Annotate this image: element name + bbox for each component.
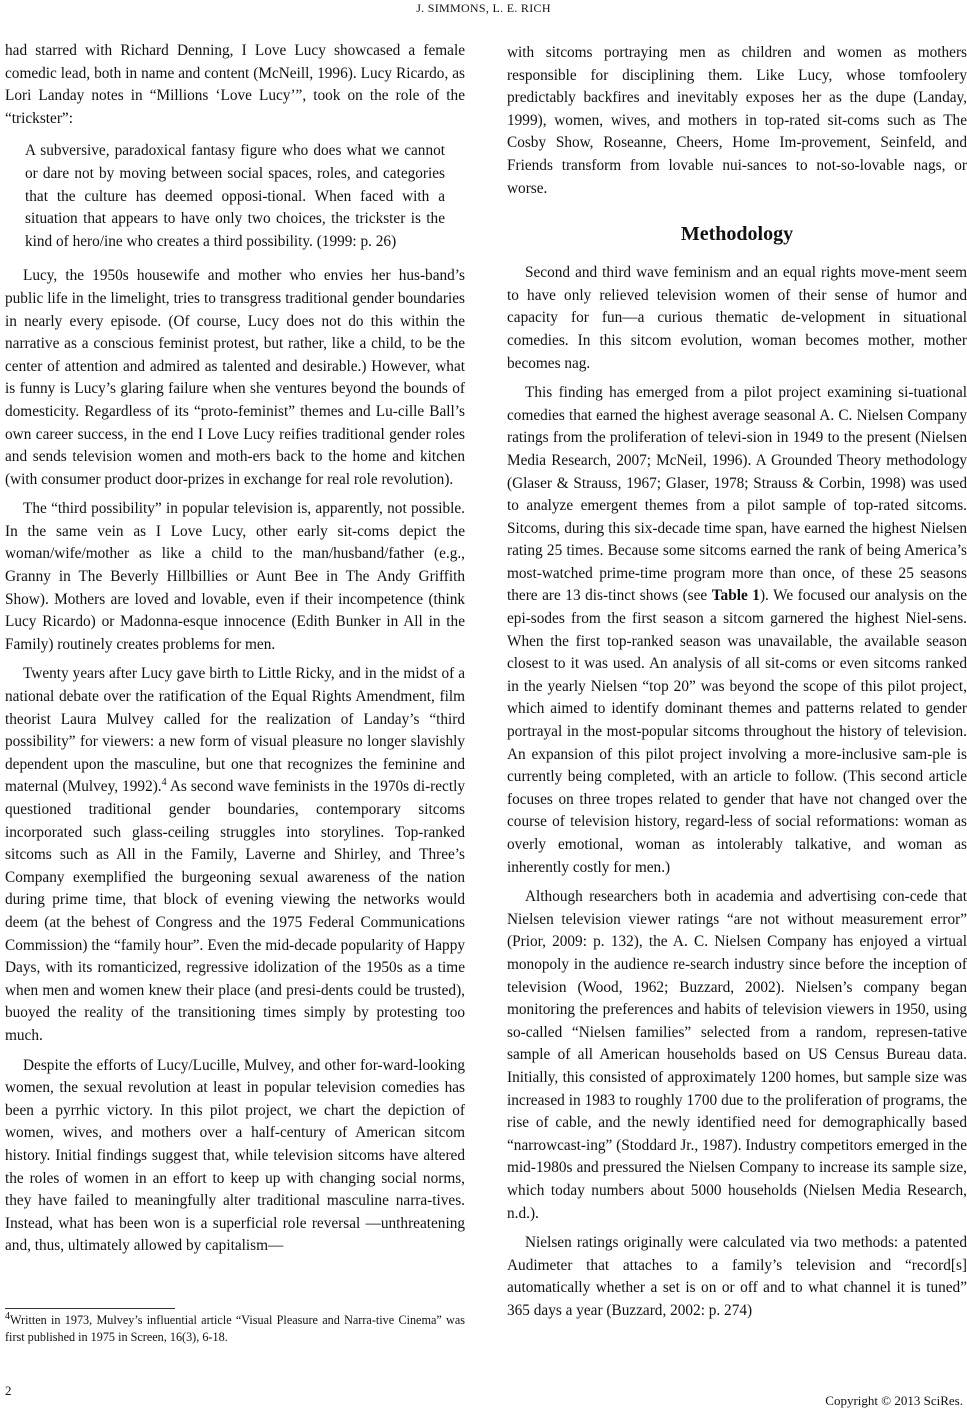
footnote-number: 4 — [5, 1310, 10, 1322]
section-heading: Methodology — [680, 223, 794, 246]
paragraph-text: This finding has emerged from a pilot project examining si-tuational comedies that earned the highest average seasonal A. C. Nielsen Company ratings from the proliferation of televi-sion in 1949 to the present (Nielsen Media Research, 2007; McNeil, 1996). A Grounded Theory methodology (Glaser & Strauss, 1967; Glaser, 1978; Strauss & Corbin, 1998) was used to analyze emergent themes from a pilot sample of top-rated sitcoms. Sitcoms, during this six-decade time span, have earned the highest Nielsen rating 25 times. Because some sitcoms earned the rank of being America’s most-watched prime-time program more than once, of these 25 seasons there are 13 dis-tinct shows (see — [507, 384, 967, 605]
page-number: 2 — [5, 1383, 12, 1398]
table-reference-link[interactable]: Table 1 — [711, 587, 760, 605]
copyright-notice: Copyright © 2013 SciRes. — [825, 1393, 963, 1408]
paragraph: Nielsen ratings originally were calculated via two methods: a patented Audimeter that attaches to a family’s television and “record[s] automatically whether a set is on or off and to what channel it is tuned” 365 days a year (Buzzard, 2002: p. 274) — [507, 1234, 967, 1319]
paragraph: Second and third wave feminism and an equal rights move-ment seem to have only relieved television women of their sense of humor and capacity for fun—a curious thematic de-velopment in situational comedies. In this sitcom evolution, woman becomes mother, mother becomes nag. — [507, 264, 967, 372]
paragraph — [5, 663, 465, 1047]
paragraph: with sitcoms portraying men as children and women as mothers responsible for disciplining them. Like Lucy, whose tomfoolery predictably backfires and inevitably exposes her as the dupe (Landay, 1999), women, wives, and mothers in top-rated sit-coms such as The Cosby Show, Roseanne, Cheers, Home Im-provement, Seinfeld, and Friends transform from lovable nui-sances to not-so-lovable nags, or worse. — [507, 44, 967, 197]
paragraph: Despite the efforts of Lucy/Lucille, Mulvey, and other for-ward-looking women, the sexual revolution at least in popular television comedies has been a pyrrhic victory. In this pilot project, we chart the depiction of women, wives, and mothers over a half-century of American sitcom history. Initial findings suggest that, while television sitcoms have altered the roles of women in an effort to keep up with changing social norms, they have failed to meaningfully alter traditional masculine narra-tives. Instead, what has been won is a superficial role reversal —unthreatening and, thus, ultimately allowed by capitalism— — [5, 1056, 465, 1255]
paragraph — [507, 382, 967, 879]
paragraph: had starred with Richard Denning, I Love Lucy showcased a female comedic lead, both in name and content (McNeill, 1996). Lucy Ricardo, as Lori Landay notes in “Millions ‘Love Lucy’”, took on the role of the “trickster”: — [5, 42, 465, 127]
running-head: J. SIMMONS, L. E. RICH — [416, 1, 551, 15]
footnote-divider — [5, 1308, 175, 1309]
paragraph: Although researchers both in academia and advertising con-cede that Nielsen television viewer ratings “are not without measurement error” (Prior, 2009: p. 132), the A. C. Nielsen Company has enjoyed a virtual monopoly in the audience re-search industry since before the inception of television (Wood, 1962; Buzzard, 2002). Nielsen’s company began monitoring the preferences and habits of television viewers in 1950, using so-called “Nielsen families” selected from a random, represen-tative sample of all American households based on US Census Bureau data. Initially, this consisted of approximately 1200 homes, but sample size was increased in 1983 to roughly 1700 due to the proliferation of programs, the rise of cable, and the newly identified need for demographically based “narrowcast-ing” (Stoddard Jr., 1987). Industry competitors emerged in the mid-1980s and pressured the Nielsen Company to increase its sample size, which today numbers about 5000 households (Nielsen Media Research, n.d.). — [507, 888, 967, 1222]
right-column — [507, 42, 967, 1322]
paragraph-text: Twenty years after Lucy gave birth to Little Ricky, and in the midst of a national debate over the ratification of the Equal Rights Amendment, film theorist Laura Mulvey called for the realization of Landay’s “third possibility” for viewers: a new form of visual pleasure no longer slavishly dependent upon the masculine, but one that recognizes the feminine and maternal (Mulvey, 1992). — [5, 665, 465, 796]
footnote-marker[interactable]: 4 — [161, 777, 167, 789]
paragraph-text: ). We focused our analysis on the epi-sodes from the first season a sitcom garnered the highest Niel-sens. When the first top-ranked season was unavailable, the available season closest to it was used. An analysis of all sit-coms or even sitcoms ranked in the yearly Nielsen “top 20” was beyond the scope of this pilot project, which aimed to identify dominant themes and patterns related to gender portrayal in the most-popular sitcoms throughout the history of television. An expansion of this pilot project involving a more-inclusive sam-ple is currently being completed, with an article to follow. (This second article focuses on three tropes related to gender that have not changed over the course of television history, regard-less of social reformations: woman as overly emotional, woman as intolerably talkative, and woman as inherently costly for men.) — [507, 587, 967, 876]
paragraph: The “third possibility” in popular television is, apparently, not possible. In the same vein as I Love Lucy, other early sit-coms depict the woman/wife/mother as like a child to the man/husband/father (e.g., Granny in The Beverly Hillbillies or Aunt Bee in The Andy Griffith Show). Mothers are loved and lovable, even if their incompetence (think Lucy Ricardo) or Madonna-esque innocence (Edith Bunker in All in the Family) routinely creates problems for men. — [5, 500, 465, 653]
block-quote — [25, 140, 445, 253]
quote-text: A subversive, paradoxical fantasy figure who does what we cannot or dare not by moving between social spaces, roles, and categories that the culture has deemed opposi-tional. When faced with a situation that appears to have only two choices, the trickster is the kind of hero/ine who creates a third possibility. (1999: p. 26) — [25, 142, 445, 250]
paragraph-text: As second wave feminists in the 1970s di-rectly questioned traditional gender boundaries, contemporary sitcoms incorporated such glass-ceiling struggles into storylines. Top-ranked sitcoms such as All in the Family, Laverne and Shirley, and Three’s Company exemplified the burgeoning sexual awareness of the nation during prime time, that block of evening viewing the networks would deem (at the behest of Congress and the 1975 Federal Communications Commission) the “family hour”. Even the mid-decade popularity of Happy Days, with its romanticized, regressive idolization of the 1950s as a time when men and women knew their place (and presi-dents could be trusted), buoyed the reality of the transitioning times simply by protesting too much. — [5, 778, 465, 1044]
footnote-text: Written in 1973, Mulvey’s influential article “Visual Pleasure and Narra-tive Cinema” was first published in 1975 in Screen, 16(3), 6-18. — [5, 1313, 465, 1344]
left-column — [5, 40, 465, 1258]
paragraph: Lucy, the 1950s housewife and mother who envies her hus-band’s public life in the limelight, tries to transgress traditional gender boundaries in nearly every episode. (Of course, Lucy does not do this within the narrative as a conscious feminist protest, but rather, like a child, to be the center of attention and admired as talented and desirable.) However, what is funny is Lucy’s glaring failure when she ventures beyond the bounds of domesticity. Regardless of its “proto-feminist” themes and Lu-cille Ball’s own career success, in the end I Love Lucy reifies traditional gender roles and sends television women and moth-ers back to the home and kitchen (with consumer product door-prizes in exchange for real role revolution). — [5, 267, 465, 488]
footnote — [5, 1312, 465, 1346]
